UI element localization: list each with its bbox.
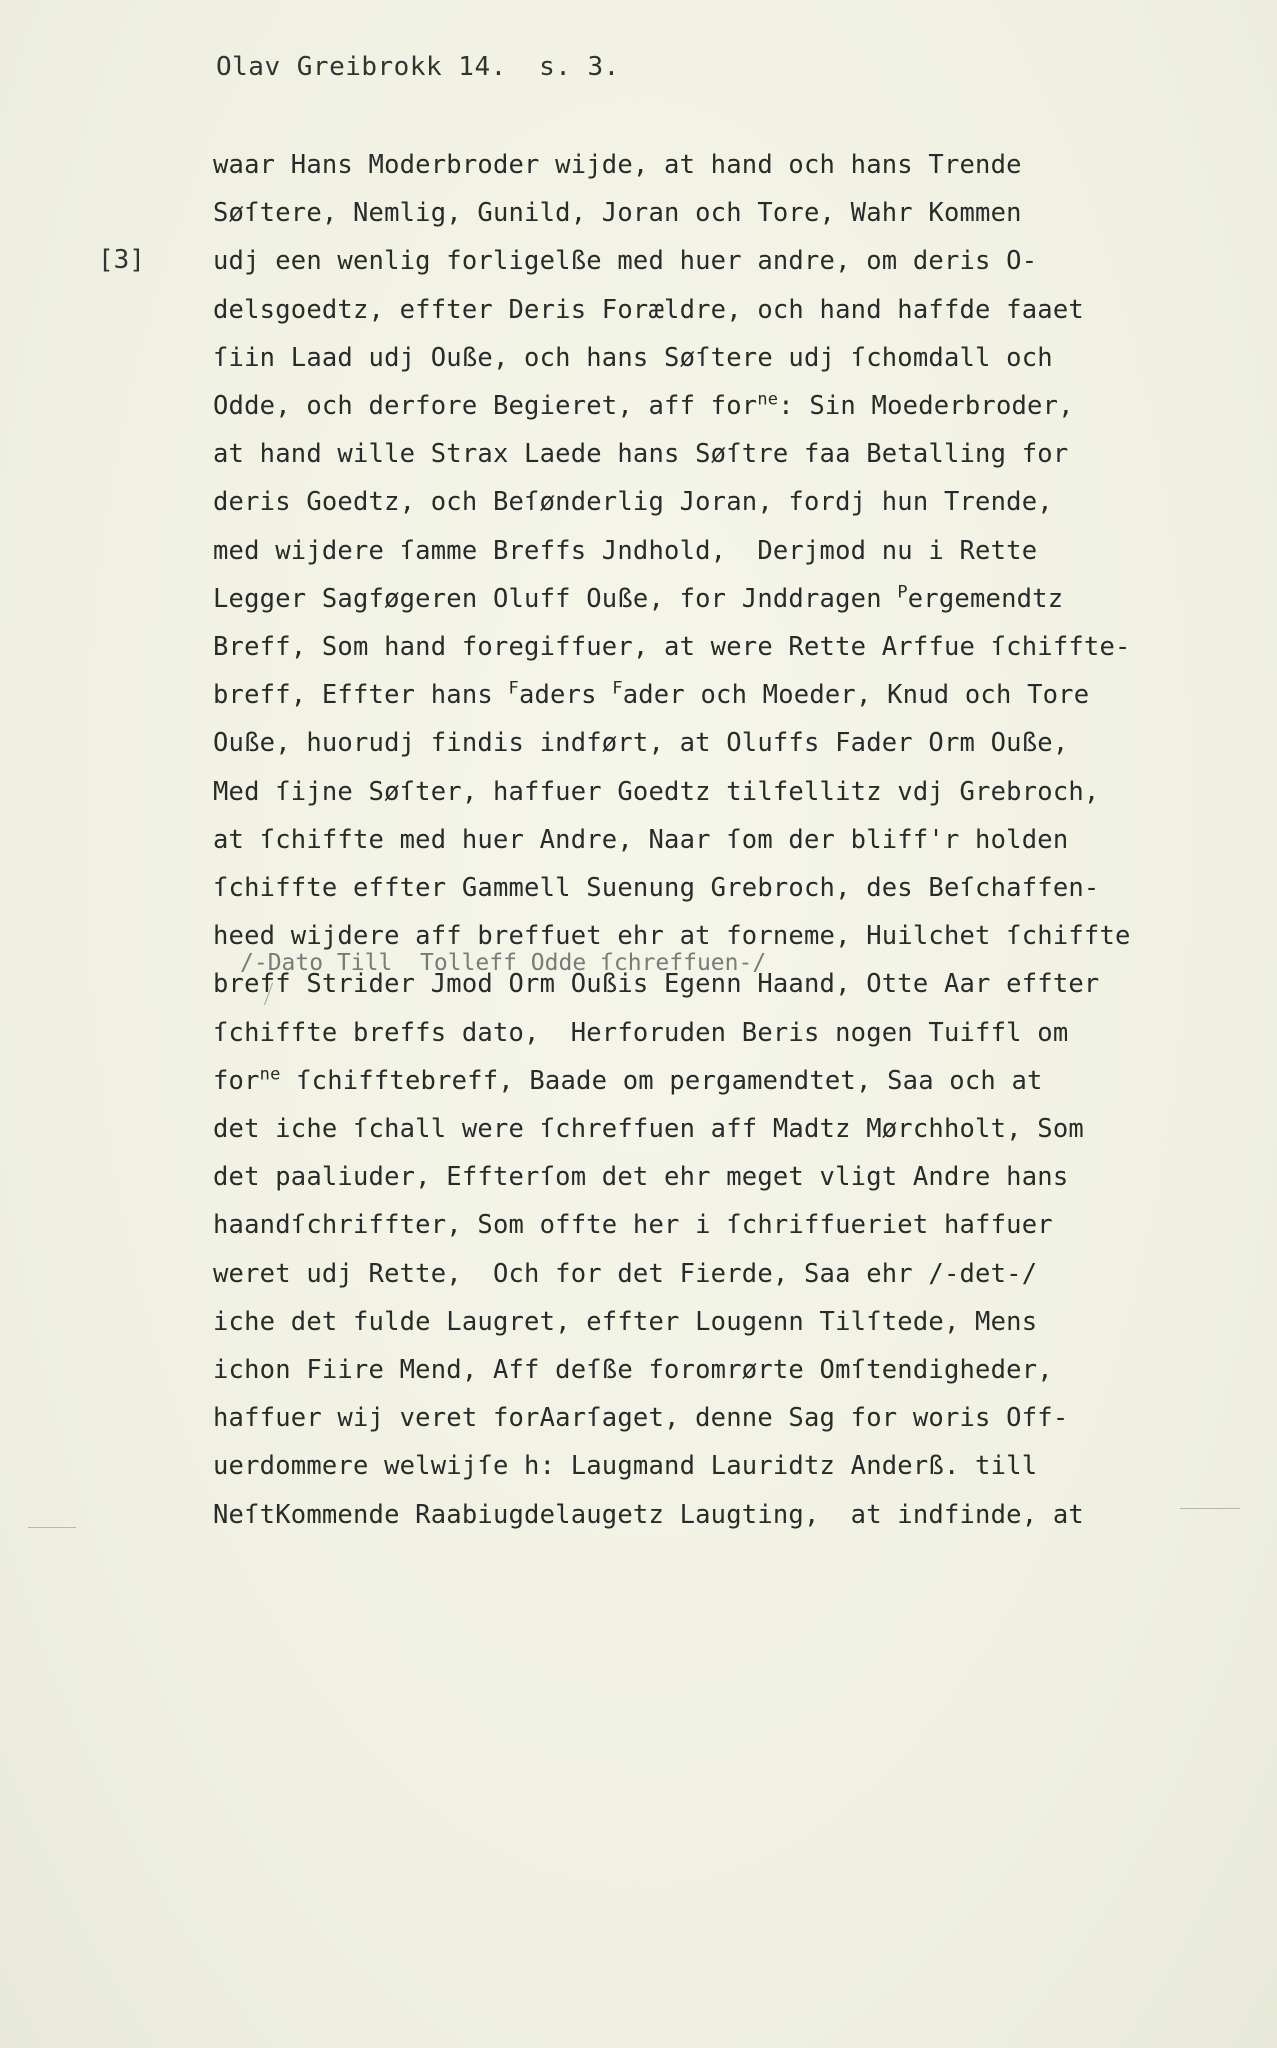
margin-page-reference: [3] bbox=[98, 245, 145, 275]
text-line: Med ſijne Søſter, haffuer Goedtz tilfellitz vdj Grebroch, bbox=[213, 776, 1100, 807]
superscript-abbreviation: ne bbox=[757, 389, 779, 410]
text-line: breff Strider Jmod Orm Oußis Egenn Haand, Otte Aar effter bbox=[213, 969, 1100, 1000]
text-line: Ouße, huorudj findis indført, at Oluffs Fader Orm Ouße, bbox=[213, 728, 1069, 759]
text-line: waar Hans Moderbroder wijde, at hand och hans Trende bbox=[213, 150, 1022, 180]
text-line bbox=[213, 391, 1074, 421]
superscript-abbreviation: P bbox=[897, 582, 908, 603]
line-segment: ader och Moeder, Knud och Tore bbox=[622, 680, 1090, 711]
text-line: ſchiffte breffs dato, Herforuden Beris nogen Tuiffl om bbox=[213, 1017, 1069, 1048]
text-line: ſiin Laad udj Ouße, och hans Søſtere udj ſchomdall och bbox=[213, 342, 1053, 373]
text-line bbox=[213, 584, 1063, 614]
superscript-abbreviation: ne bbox=[259, 1064, 281, 1085]
right-edge-fold-mark bbox=[1180, 1508, 1240, 1509]
text-line: udj een wenlig forligelße med huer andre, om deris O- bbox=[213, 246, 1038, 277]
text-line: det iche ſchall were ſchreffuen aff Madtz Mørchholt, Som bbox=[213, 1114, 1084, 1144]
line-segment: aders bbox=[518, 680, 613, 711]
text-line: det paaliuder, Effterſom det ehr meget vligt Andre hans bbox=[213, 1162, 1069, 1193]
text-line: delsgoedtz, effter Deris Forældre, och hand haffde faaet bbox=[213, 294, 1084, 325]
line-segment: Legger Sagføgeren Oluff Ouße, for Jnddragen bbox=[213, 583, 898, 614]
text-line: Breff, Som hand foregiffuer, at were Rette Arffue ſchiffte- bbox=[213, 632, 1131, 662]
text-line: Søſtere, Nemlig, Gunild, Joran och Tore, Wahr Kommen bbox=[213, 198, 1022, 229]
text-line: iche det fulde Laugret, effter Lougenn Tilſtede, Mens bbox=[213, 1306, 1038, 1337]
line-segment: : Sin Moederbroder, bbox=[778, 391, 1074, 421]
line-segment: ſchifftebreff, Baade om pergamendtet, Saa och at bbox=[280, 1065, 1043, 1096]
line-segment: ergemendtz bbox=[907, 583, 1064, 614]
text-line: haffuer wij veret forAarſaget, denne Sag for woris Off- bbox=[213, 1403, 1069, 1434]
page-header: Olav Greibrokk 14. s. 3. bbox=[216, 52, 620, 82]
text-line: med wijdere ſamme Breffs Jndhold, Derjmod nu i Rette bbox=[213, 535, 1038, 566]
text-line bbox=[213, 1066, 1043, 1096]
text-line: deris Goedtz, och Beſønderlig Joran, fordj hun Trende, bbox=[213, 487, 1053, 518]
text-line: at ſchiffte med huer Andre, Naar ſom der bliff'r holden bbox=[213, 824, 1069, 855]
text-line: NeſtKommende Raabiugdelaugetz Laugting, at indfinde, at bbox=[213, 1499, 1084, 1530]
text-line: ichon Fiire Mend, Aff deſße foromrørte Omſtendigheder, bbox=[213, 1355, 1053, 1385]
superscript-abbreviation: F bbox=[508, 678, 519, 699]
text-line: ſchiffte effter Gammell Suenung Grebroch, des Beſchaffen- bbox=[213, 873, 1100, 903]
line-segment: for bbox=[213, 1065, 260, 1096]
text-line: haandſchriffter, Som offte her i ſchriffueriet haffuer bbox=[213, 1210, 1053, 1241]
text-line bbox=[213, 680, 1089, 710]
text-line: uerdommere welwijſe h: Laugmand Lauridtz Anderß. till bbox=[213, 1451, 1038, 1482]
left-edge-fold-mark bbox=[28, 1527, 76, 1528]
line-segment: Odde, och derfore Begieret, aff for bbox=[213, 391, 758, 421]
interlinear-insertion: /-Dato Till Tolleff Odde ſchreffuen-/ bbox=[240, 950, 767, 976]
text-line: at hand wille Strax Laede hans Søſtre faa Betalling for bbox=[213, 439, 1069, 470]
superscript-abbreviation: F bbox=[612, 678, 623, 699]
line-segment: breff, Effter hans bbox=[213, 680, 509, 711]
text-line: weret udj Rette, Och for det Fierde, Saa ehr /-det-/ bbox=[213, 1258, 1038, 1289]
text-line: heed wijdere aff breffuet ehr at forneme, Huilchet ſchiffte bbox=[213, 921, 1131, 952]
